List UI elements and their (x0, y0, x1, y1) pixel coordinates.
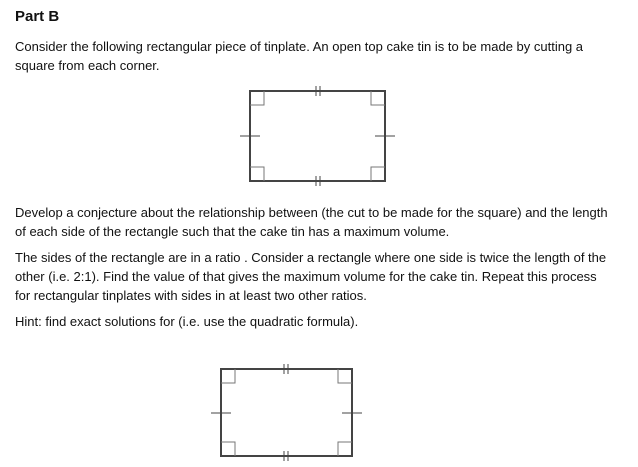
corner-square-top-right (371, 91, 385, 105)
corner-square-bottom-left (221, 442, 235, 456)
corner-square-top-right (338, 369, 352, 383)
tinplate-diagram-bottom (208, 360, 372, 466)
corner-squares (221, 369, 352, 456)
hint-paragraph: Hint: find exact solutions for (i.e. use the quadratic formula). (15, 314, 359, 329)
tinplate-rectangle (250, 91, 385, 181)
ratio-paragraph: The sides of the rectangle are in a ratio . Consider a rectangle where one side is twice the length of the other (i.e. 2:1). Find the value of that gives the maximum volume for the cake tin. Repeat this process for rectangular tinplates with sides in at least two other ratios. (15, 250, 607, 303)
corner-square-top-left (250, 91, 264, 105)
conjecture-paragraph: Develop a conjecture about the relationship between (the cut to be made for the square) and the length of each side of the rectangle such that the cake tin has a maximum volume. (15, 205, 608, 239)
part-title: Part B (15, 8, 60, 25)
corner-square-bottom-left (250, 167, 264, 181)
corner-square-top-left (221, 369, 235, 383)
tick-marks (240, 86, 395, 186)
corner-squares (250, 91, 385, 181)
tinplate-rectangle (221, 369, 352, 456)
corner-square-bottom-right (338, 442, 352, 456)
intro-paragraph: Consider the following rectangular piece of tinplate. An open top cake tin is to be made by cutting a square from each corner. (15, 39, 584, 73)
corner-square-bottom-right (371, 167, 385, 181)
tinplate-diagram-top (237, 84, 401, 190)
tick-marks (211, 364, 362, 461)
